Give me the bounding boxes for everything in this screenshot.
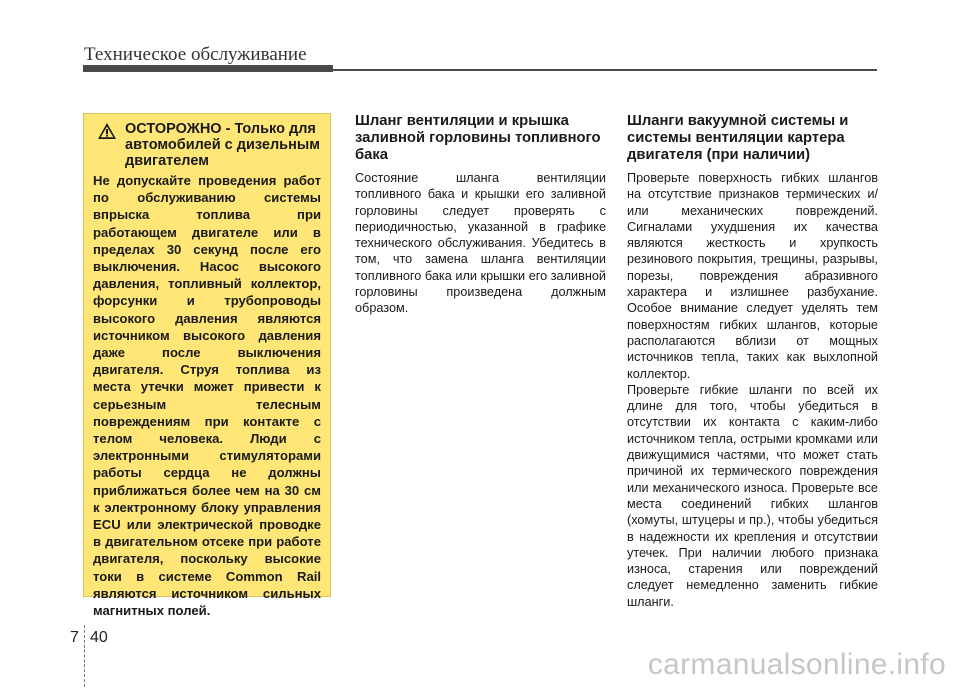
vacuum-hoses-heading: Шланги вакуумной системы и системы вентиляции картера двигателя (при наличии) xyxy=(627,113,849,163)
fuel-vent-heading: Шланг вентиляции и крышка заливной горловины топливного бака xyxy=(355,113,601,163)
hoses-paragraph-1: Проверьте поверхность гибких шлангов на отсутствие признаков термических и/или механических повреждений. Сигналами ухудшения их качества являются жесткость и хрупкость резинового покрытия, трещины, разрывы, порезы, повреждения абразивного характера и излишнее разбухание. Особое внимание следует уделять тем поверхностям гибких шлангов, которые располагаются вблизи от мощных источников тепла, таких как выхлопной коллектор. xyxy=(627,171,878,381)
warning-title-row xyxy=(93,121,321,169)
hoses-paragraph-2: Проверьте гибкие шланги по всей их длине для того, чтобы убедиться в отсутствии их контакта с каким-либо источником тепла, острыми кромками или движущимися частями, что может стать причиной их термического повреждения или механического износа. Проверьте все места соединений гибких шлангов (хомуты, штуцеры и пр.), чтобы убедиться в надежности их крепления и отсутствии утечек. При наличии любого признака износа, старения или повреждений следует немедленно заменить гибкие шланги. xyxy=(627,382,878,609)
middle-column xyxy=(355,113,606,317)
warning-text: Не допускайте проведения работ по обслуживанию системы впрыска топлива при работающем двигателе или в пределах 30 секунд после его выключения. Насос высокого давления, топливный коллектор, форсунки и трубопроводы высокого давления являются источником высокого давления даже после выключения двигателя. Струя топлива из места утечки может привести к серьезным телесным повреждениям при контакте с телом человека. Люди с электронными стимуляторами работы сердца не должны приближаться более чем на 30 см к электронному блоку управления ECU или электрической проводке в двигательном отсеке при работе двигателя, поскольку высокие токи в системе Common Rail являются источником сильных магнитных полей. xyxy=(93,173,321,619)
warning-box xyxy=(83,113,331,619)
header-bar xyxy=(83,65,333,72)
chapter-number: 7 xyxy=(70,629,79,646)
header-rule xyxy=(333,69,877,71)
warning-triangle-icon xyxy=(97,122,117,140)
page-number-divider xyxy=(84,625,85,687)
page-number: 40 xyxy=(90,629,108,646)
watermark: carmanualsonline.info xyxy=(647,648,946,681)
right-column xyxy=(627,113,878,610)
fuel-vent-paragraph: Состояние шланга вентиляции топливного бака и крышки его заливной горловины следует проверять с периодичностью, указанной в графике технического обслуживания. Убедитесь в том, что замена шланга вентиляции топливного бака или крышки его заливной горловины произведена должным образом. xyxy=(355,171,606,316)
warning-title: ОСТОРОЖНО - Только для автомобилей с дизельным двигателем xyxy=(125,121,320,169)
section-title: Техническое обслуживание xyxy=(84,44,307,65)
